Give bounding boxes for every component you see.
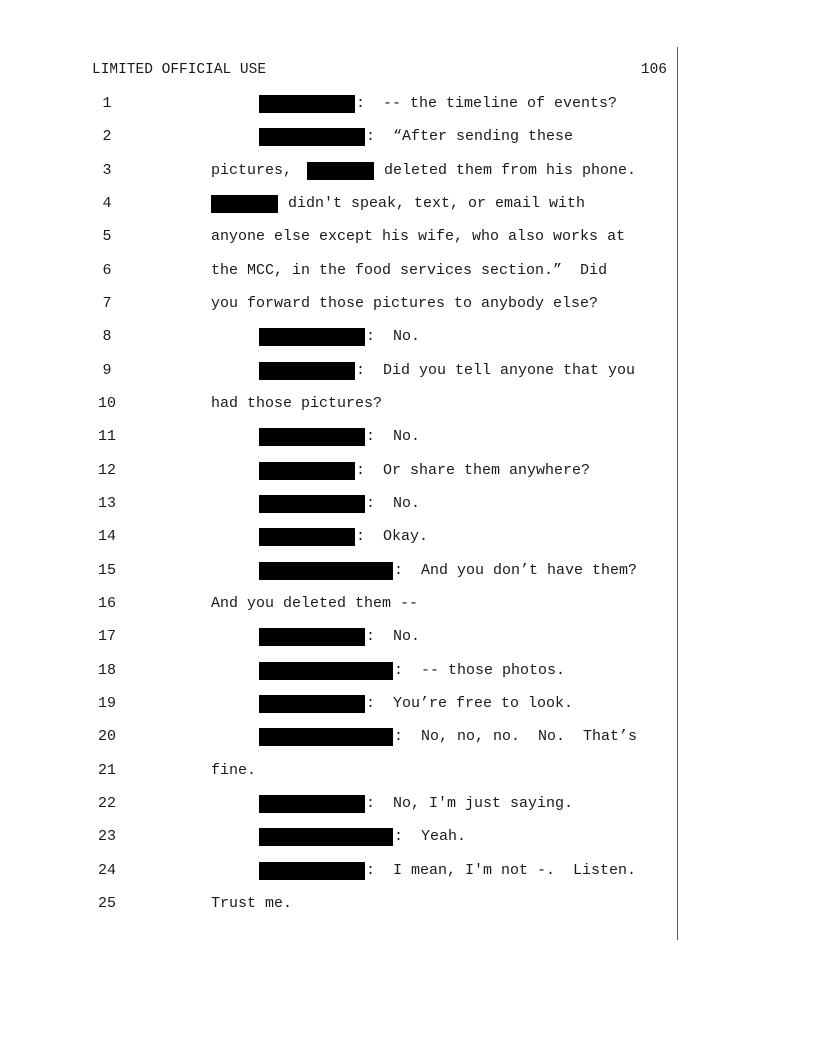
transcript-line (0, 828, 816, 848)
redaction-block (259, 795, 365, 813)
line-number: 25 (97, 895, 116, 912)
redaction-block (307, 162, 374, 180)
transcript-line (0, 728, 816, 748)
line-number: 24 (97, 862, 116, 879)
line-number: 3 (102, 162, 112, 179)
line-text: : No, no, no. No. That’s (394, 728, 638, 745)
line-text: : No. (366, 428, 421, 445)
redaction-block (259, 628, 365, 646)
line-number: 15 (97, 562, 116, 579)
line-text: the MCC, in the food services section.” Did (211, 262, 608, 279)
line-number: 11 (97, 428, 116, 445)
line-text: : Did you tell anyone that you (356, 362, 636, 379)
line-text: : No. (366, 495, 421, 512)
line-text: you forward those pictures to anybody else? (211, 295, 599, 312)
line-text: : -- those photos. (394, 662, 566, 679)
line-text: didn't speak, text, or email with (288, 195, 586, 212)
transcript-line (0, 562, 816, 582)
line-text: : Or share them anywhere? (356, 462, 591, 479)
transcript-line (0, 762, 816, 782)
line-number: 4 (102, 195, 112, 212)
transcript-line (0, 795, 816, 815)
line-text: : You’re free to look. (366, 695, 574, 712)
transcript-line (0, 428, 816, 448)
transcript-line (0, 528, 816, 548)
redaction-block (259, 528, 355, 546)
line-text: : I mean, I'm not -. Listen. (366, 862, 637, 879)
redaction-block (259, 428, 365, 446)
transcript-line (0, 228, 816, 248)
line-text: : Yeah. (394, 828, 467, 845)
page-number: 106 (640, 62, 667, 78)
transcript-line (0, 328, 816, 348)
transcript-line (0, 662, 816, 682)
line-number: 6 (102, 262, 112, 279)
transcript-line (0, 95, 816, 115)
transcript-line (0, 862, 816, 882)
line-number: 22 (97, 795, 116, 812)
line-text: deleted them from his phone. (384, 162, 637, 179)
redaction-block (259, 462, 355, 480)
redaction-block (259, 695, 365, 713)
transcript-line (0, 162, 816, 182)
line-number: 1 (102, 95, 112, 112)
line-text: : No. (366, 328, 421, 345)
redaction-block (259, 862, 365, 880)
transcript-line (0, 295, 816, 315)
transcript-line (0, 595, 816, 615)
line-number: 8 (102, 328, 112, 345)
line-number: 18 (97, 662, 116, 679)
line-text: pictures, (211, 162, 293, 179)
line-text: And you deleted them -- (211, 595, 419, 612)
line-text: : No. (366, 628, 421, 645)
line-number: 20 (97, 728, 116, 745)
line-number: 10 (97, 395, 116, 412)
line-number: 2 (102, 128, 112, 145)
line-text: had those pictures? (211, 395, 383, 412)
redaction-block (259, 728, 393, 746)
line-number: 12 (97, 462, 116, 479)
redaction-block (259, 95, 355, 113)
line-number: 16 (97, 595, 116, 612)
line-text: fine. (211, 762, 257, 779)
transcript-line (0, 362, 816, 382)
line-text: : -- the timeline of events? (356, 95, 618, 112)
line-number: 5 (102, 228, 112, 245)
transcript-line (0, 262, 816, 282)
redaction-block (211, 195, 278, 213)
redaction-block (259, 362, 355, 380)
line-number: 13 (97, 495, 116, 512)
line-text: : “After sending these (366, 128, 574, 145)
redaction-block (259, 662, 393, 680)
classification-header: LIMITED OFFICIAL USE (92, 62, 267, 78)
redaction-block (259, 128, 365, 146)
line-text: : Okay. (356, 528, 429, 545)
line-number: 19 (97, 695, 116, 712)
transcript-line (0, 462, 816, 482)
transcript-line (0, 395, 816, 415)
transcript-line (0, 695, 816, 715)
transcript-line (0, 895, 816, 915)
redaction-block (259, 328, 365, 346)
line-number: 14 (97, 528, 116, 545)
transcript-line (0, 628, 816, 648)
line-text: anyone else except his wife, who also works at (211, 228, 626, 245)
transcript-line (0, 195, 816, 215)
line-text: Trust me. (211, 895, 293, 912)
redaction-block (259, 828, 393, 846)
line-number: 23 (97, 828, 116, 845)
line-text: : And you don’t have them? (394, 562, 638, 579)
line-number: 21 (97, 762, 116, 779)
transcript-line (0, 495, 816, 515)
redaction-block (259, 495, 365, 513)
redaction-block (259, 562, 393, 580)
line-number: 9 (102, 362, 112, 379)
line-number: 17 (97, 628, 116, 645)
transcript-line (0, 128, 816, 148)
line-number: 7 (102, 295, 112, 312)
line-text: : No, I'm just saying. (366, 795, 574, 812)
